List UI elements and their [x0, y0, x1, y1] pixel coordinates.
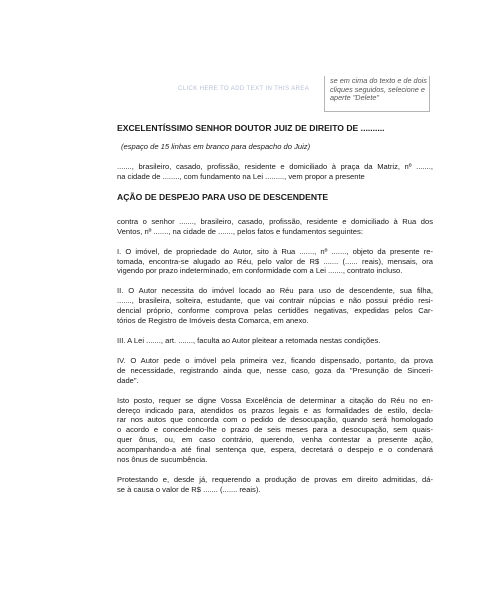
text-line: nos ônus de sucumbência.	[117, 455, 208, 465]
paragraph-defendant	[117, 217, 433, 237]
paragraph-request	[117, 396, 433, 465]
text-line: I. O imóvel, de propriedade do Autor, sito à Rua ......., nº ......., objeto da presente re-	[117, 246, 433, 256]
paragraph-iii	[117, 336, 433, 346]
note-line: aperte "Delete"	[330, 93, 379, 103]
text-line: II. O Autor necessita do imóvel locado ao Réu para uso de descendente, sua filha,	[117, 286, 433, 296]
text-line: Protestando e, desde já, requerendo a produção de provas em direito admitidas, dá-	[117, 474, 433, 484]
note-line: cliques seguidos, selecione e	[330, 84, 425, 94]
text-line: quer ônus, ou, em caso contrário, querendo, venha contestar a presente ação,	[117, 435, 433, 445]
note-line: se em cima do texto e de dois	[330, 76, 427, 85]
text-line: na cidade de ........, com fundamento na Lei ........., vem propor a presente	[117, 171, 365, 181]
judge-space-hint: (espaço de 15 linhas em branco para despacho do Juiz)	[121, 142, 311, 151]
faded-placeholder-text: CLICK HERE TO ADD TEXT IN THIS AREA	[178, 86, 310, 92]
text-line: tórios de Registro de Imóveis desta Comarca, em anexo.	[117, 316, 309, 326]
instruction-note-box	[324, 76, 430, 112]
text-line: se à causa o valor de R$ ....... (....... reais).	[117, 484, 261, 494]
document-body	[117, 123, 433, 495]
text-line: contra o senhor ......., brasileiro, casado, profissão, residente e domiciliado à Rua dos	[117, 216, 433, 226]
text-line: rar nos autos que concorda com o pedido de desocupação, quando será homologado	[117, 415, 433, 425]
text-line: III. A Lei ......., art. ......., faculta ao Autor pleitear a retomada nestas condições.	[117, 335, 381, 345]
text-line: IV. O Autor pede o imóvel pela primeira vez, ficando dispensado, portanto, da prova	[117, 355, 433, 365]
text-line: vigendo por prazo indeterminado, em conformidade com a Lei ......., contrato incluso.	[117, 266, 403, 276]
text-line: acompanhando-a até final sentença que, espera, decretará o despejo e o condenará	[117, 445, 433, 455]
text-line: dade".	[117, 375, 139, 385]
text-line: Isto posto, requer se digne Vossa Excelência de determinar a citação do Réu no en-	[117, 395, 433, 405]
text-line: o acordo e concedendo-lhe o prazo de seis meses para a desocupação, sem quais-	[117, 425, 433, 435]
paragraph-iv	[117, 356, 433, 386]
text-line: de necessidade, registrando ainda que, nesse caso, goza da "Presunção de Sinceri-	[117, 365, 433, 375]
text-line: ......., brasileira, solteira, estudante, que vai contrair núpcias e não possui prédio resi-	[117, 296, 433, 306]
paragraph-closing	[117, 475, 433, 495]
action-title: AÇÃO DE DESPEJO PARA USO DE DESCENDENTE	[117, 191, 329, 202]
paragraph-i	[117, 247, 433, 277]
text-line: dereço indicado para, atendidos os prazos legais e as formalidades de estilo, decla-	[117, 405, 433, 415]
addressee-heading: EXCELENTÍSSIMO SENHOR DOUTOR JUIZ DE DIREITO DE ..........	[117, 123, 385, 133]
text-line: dencial próprio, conforme comprova pelas certidões negativas, expedidas pelos Car-	[117, 306, 433, 316]
paragraph-ii	[117, 286, 433, 326]
text-line: ......., brasileiro, casado, profissão, residente e domiciliado à praça da Matriz, nº .......,	[117, 162, 433, 171]
text-line: Ventos, nº ......., na cidade de ......., pelos fatos e fundamentos seguintes:	[117, 226, 363, 236]
intro-paragraph	[117, 162, 433, 182]
text-line: tomada, encontra-se alugado ao Réu, pelo valor de R$ ....... (...... reais), mensais, ora	[117, 256, 433, 266]
